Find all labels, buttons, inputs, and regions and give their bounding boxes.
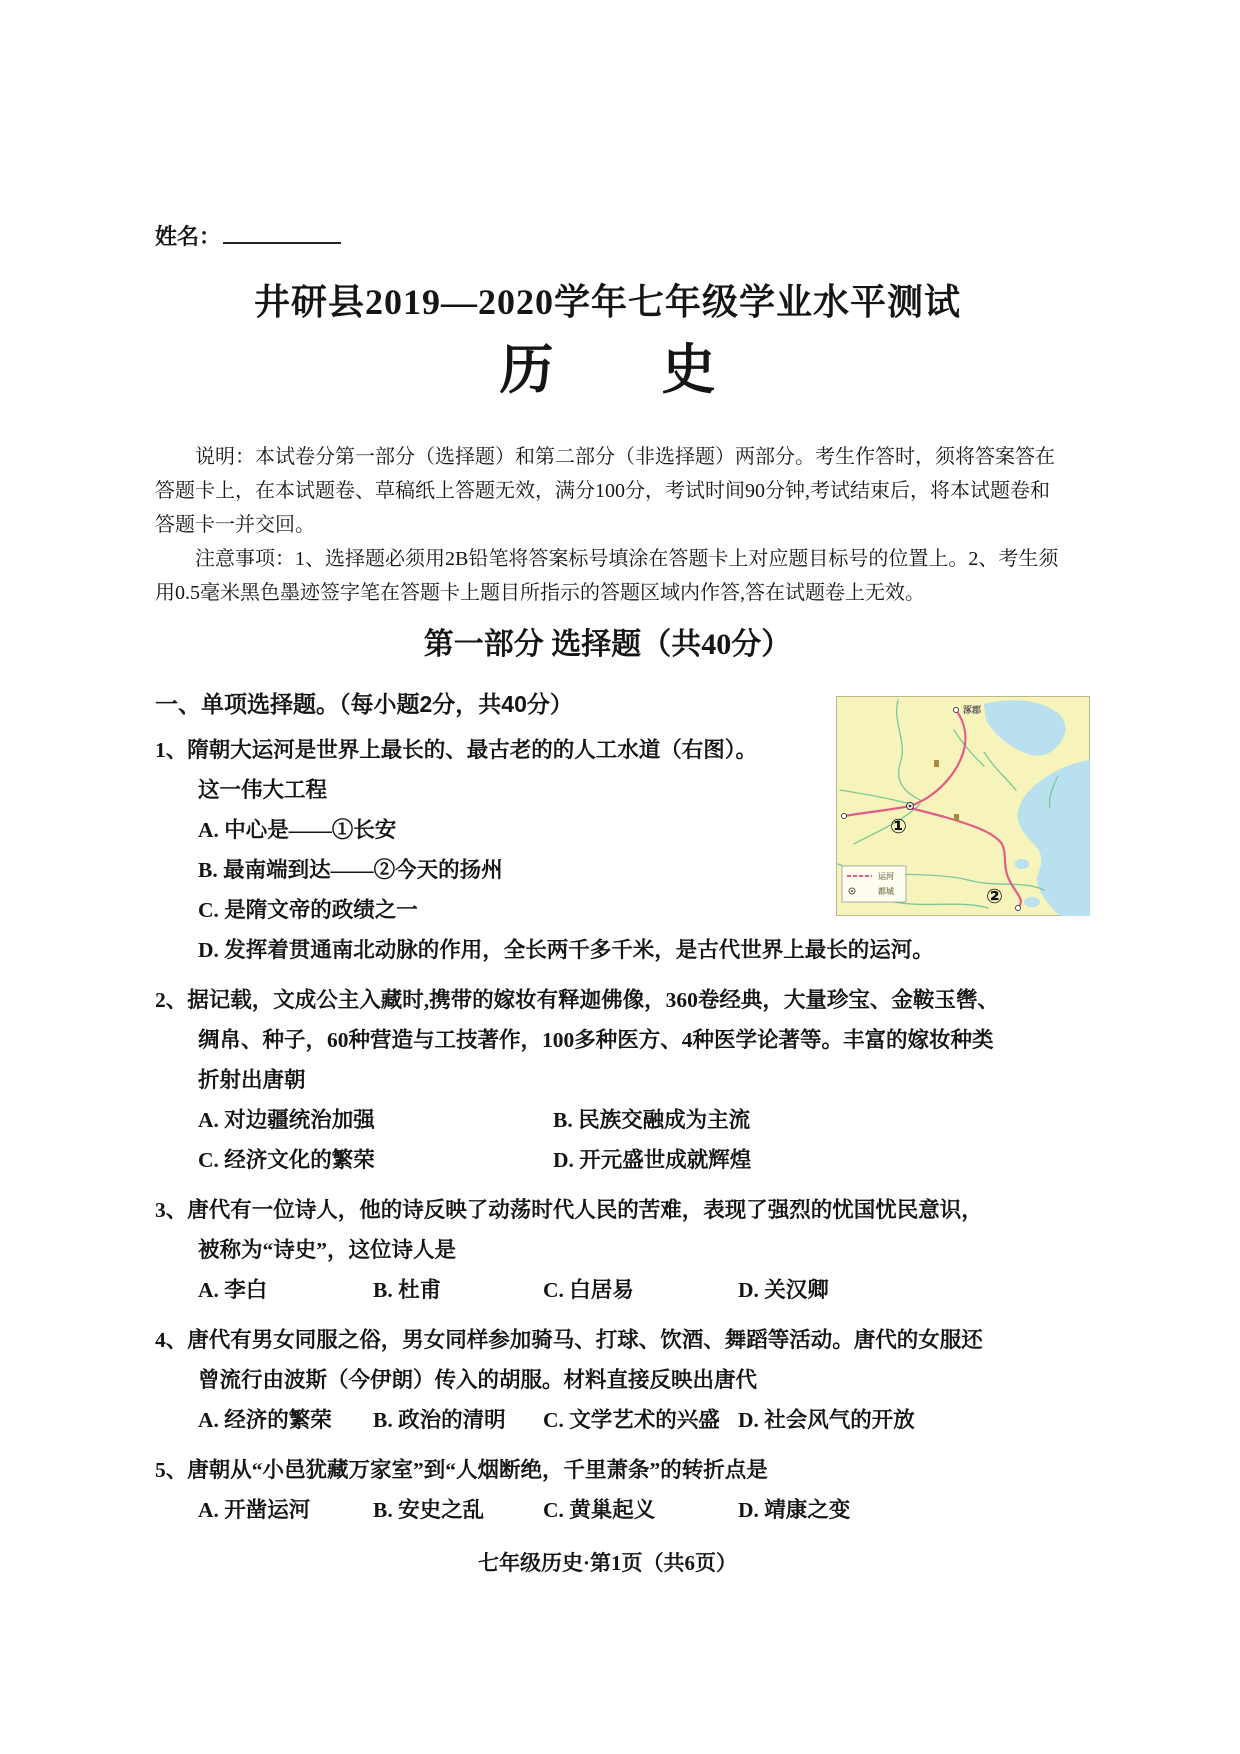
question-3-stem-cont: 被称为“诗史”，这位诗人是	[198, 1238, 457, 1262]
grand-canal-map-image	[836, 696, 1090, 916]
question-4-option-b: B. 政治的清明	[373, 1408, 506, 1432]
question-2-option-a: A. 对边疆统治加强	[198, 1108, 375, 1132]
question-2-stem-cont: 绸帛、种子，60种营造与工技著作，100多种医方、4种医学论著等。丰富的嫁妆种类	[198, 1028, 994, 1052]
map-label-point2: ②	[986, 884, 1003, 908]
question-4-stem: 4、唐代有男女同服之俗，男女同样参加骑马、打球、饮酒、舞蹈等活动。唐代的女服还	[155, 1328, 983, 1352]
question-3-option-a: A. 李白	[198, 1278, 268, 1302]
question-4-stem-cont: 曾流行由波斯（今伊朗）传入的胡服。材料直接反映出唐代	[198, 1368, 758, 1392]
question-4	[155, 1320, 1060, 1440]
map-capital-dot-center	[909, 805, 912, 808]
question-2-option-b: B. 民族交融成为主流	[553, 1108, 751, 1132]
instruction-line-1: 说明：本试卷分第一部分（选择题）和第二部分（非选择题）两部分。考生作答时，须将答案答在	[195, 446, 1055, 468]
question-2-options-row-1	[155, 1100, 1060, 1140]
page-footer: 七年级历史·第1页（共6页）	[477, 1551, 737, 1575]
question-5-option-c: C. 黄巢起义	[543, 1498, 656, 1522]
question-3	[155, 1190, 1060, 1310]
question-2-options-row-2	[155, 1140, 1060, 1180]
question-2	[155, 980, 1060, 1180]
question-1-option-a: A. 中心是——①长安	[198, 818, 397, 842]
section-1-heading: 第一部分 选择题（共40分）	[423, 628, 792, 661]
map-city-dot-south	[1016, 906, 1021, 911]
exam-instructions	[155, 440, 1060, 610]
question-5-option-d: D. 靖康之变	[738, 1498, 851, 1522]
name-blank-underline	[223, 241, 341, 244]
name-label: 姓名：	[155, 224, 222, 249]
map-city-dot-west	[842, 814, 847, 819]
question-2-option-d: D. 开元盛世成就辉煌	[553, 1148, 752, 1172]
question-4-options-row	[155, 1400, 1060, 1440]
instruction-line-3: 答题卡一并交回。	[155, 514, 315, 536]
question-4-option-a: A. 经济的繁荣	[198, 1408, 332, 1432]
map-landmark-icon	[934, 760, 939, 767]
map-legend-capital-symbol-center	[851, 890, 853, 892]
subject-title: 历 史	[499, 340, 716, 400]
question-1-option-c: C. 是隋文帝的政绩之一	[198, 898, 418, 922]
question-3-option-c: C. 白居易	[543, 1278, 634, 1302]
question-1-option-d: D. 发挥着贯通南北动脉的作用，全长两千多千米，是古代世界上最长的运河。	[198, 938, 934, 962]
instruction-line-5: 用0.5毫米黑色墨迹签字笔在答题卡上题目所指示的答题区域内作答,答在试题卷上无效。	[155, 582, 925, 604]
question-1-stem: 1、隋朝大运河是世界上最长的、最古老的的人工水道（右图）。	[155, 738, 758, 762]
question-5-options-row	[155, 1490, 1060, 1530]
map-label-point1: ①	[890, 814, 907, 838]
map-landmark-icon	[954, 814, 959, 821]
question-4-option-c: C. 文学艺术的兴盛	[543, 1408, 720, 1432]
question-5-stem: 5、唐朝从“小邑犹藏万家室”到“人烟断绝，千里萧条”的转折点是	[155, 1458, 768, 1482]
question-1-option-b: B. 最南端到达——②今天的扬州	[198, 858, 503, 882]
question-1-stem-cont: 这一伟大工程	[198, 778, 328, 802]
section-1-subheading: 一、单项选择题。（每小题2分，共40分）	[155, 691, 573, 717]
question-2-stem: 2、据记载，文成公主入藏时,携带的嫁妆有释迦佛像，360卷经典，大量珍宝、金鞍玉辔、	[155, 988, 999, 1012]
question-5	[155, 1450, 1060, 1530]
map-lake	[1024, 897, 1040, 907]
map-legend-capital-label: 都城	[878, 887, 894, 896]
question-5-option-b: B. 安史之乱	[373, 1498, 485, 1522]
map-lake	[1015, 859, 1029, 869]
name-field-row	[155, 222, 1060, 252]
exam-title: 井研县2019—2020学年七年级学业水平测试	[253, 282, 961, 322]
question-3-options-row	[155, 1270, 1060, 1310]
question-3-stem: 3、唐代有一位诗人，他的诗反映了动荡时代人民的苦难，表现了强烈的忧国忧民意识，	[155, 1198, 983, 1222]
map-legend-box	[842, 866, 906, 902]
question-4-option-d: D. 社会风气的开放	[738, 1408, 915, 1432]
instruction-line-4: 注意事项：1、选择题必须用2B铅笔将答案标号填涂在答题卡上对应题目标号的位置上。2、考生须	[195, 548, 1059, 570]
question-5-option-a: A. 开凿运河	[198, 1498, 311, 1522]
questions-area	[155, 705, 1060, 1530]
map-city-dot-zhuojun	[954, 708, 959, 713]
question-2-option-c: C. 经济文化的繁荣	[198, 1148, 375, 1172]
map-label-zhuojun: 涿郡	[963, 705, 982, 715]
grand-canal-map	[836, 696, 1090, 916]
question-2-stem-cont: 折射出唐朝	[198, 1068, 306, 1092]
question-3-option-b: B. 杜甫	[373, 1278, 442, 1302]
instruction-line-2: 答题卡上，在本试题卷、草稿纸上答题无效，满分100分，考试时间90分钟,考试结束后，将本试题卷和	[155, 480, 1050, 502]
question-3-option-d: D. 关汉卿	[738, 1278, 829, 1302]
question-1	[155, 705, 1060, 970]
map-legend-canal-label: 运河	[878, 872, 894, 881]
